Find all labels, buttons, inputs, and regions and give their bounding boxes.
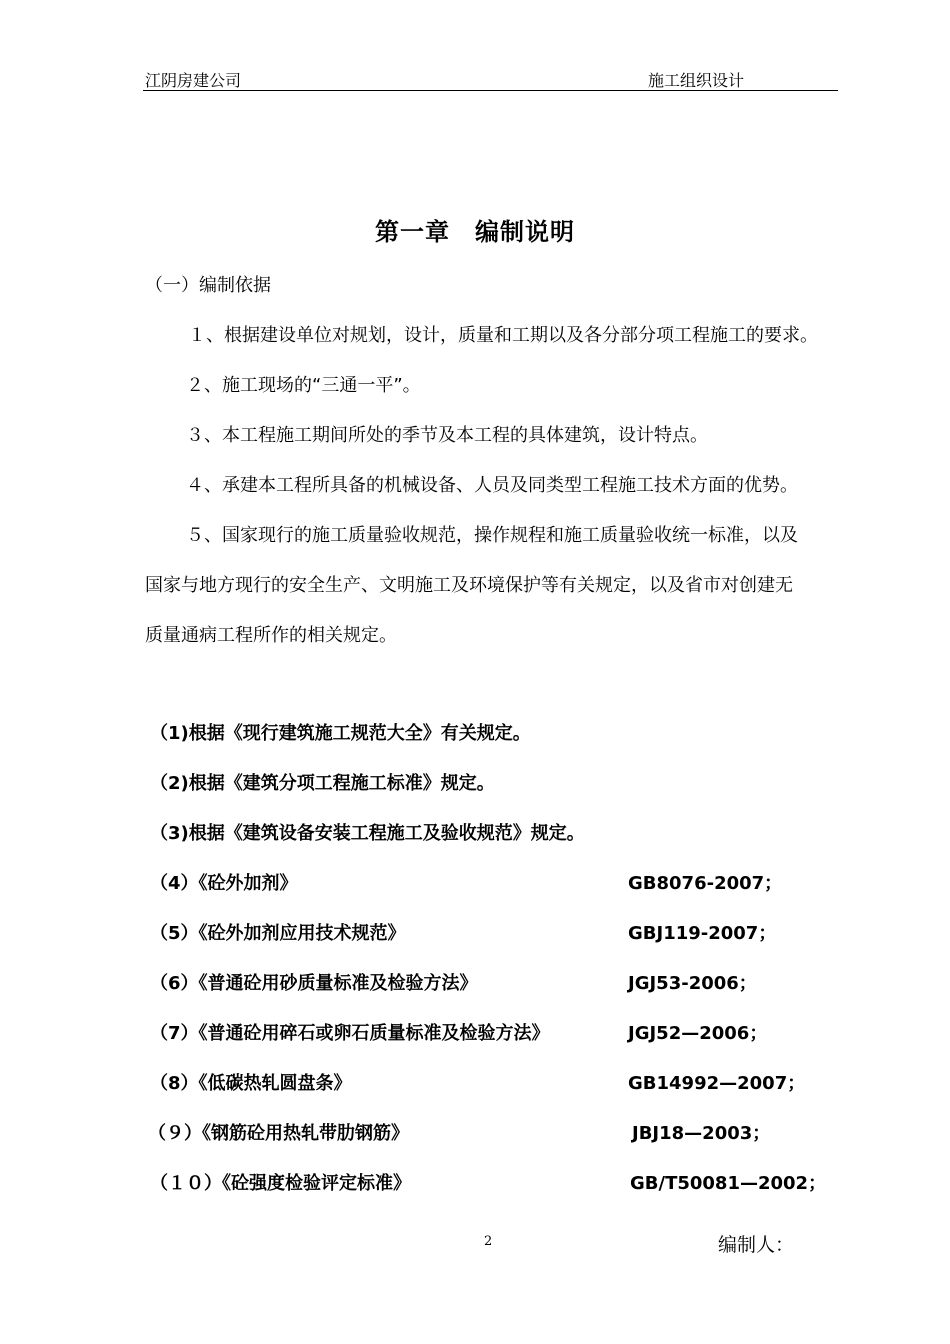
standard-code-8: GB14992—2007； — [628, 1073, 806, 1094]
standard-item-10: （１０）《砼强度检验评定标准》 — [150, 1173, 411, 1194]
standard-code-4: GB8076-2007； — [628, 873, 783, 894]
standard-code-7: JGJ52—2006； — [628, 1023, 768, 1044]
standard-code-5: GBJ119-2007； — [628, 923, 777, 944]
editor-label: 编制人： — [718, 1234, 795, 1256]
header-rule — [143, 90, 838, 91]
standard-item-2: （2)根据《建筑分项工程施工标准》规定。 — [150, 773, 495, 794]
basis-item-5-cont-1: 国家与地方现行的安全生产、文明施工及环境保护等有关规定，以及省市对创建无 — [145, 575, 793, 596]
header-doc-type: 施工组织设计 — [648, 71, 745, 90]
standard-item-6: （6）《普通砼用砂质量标准及检验方法》 — [150, 973, 478, 994]
standard-item-7: （7）《普通砼用碎石或卵石质量标准及检验方法》 — [150, 1023, 550, 1044]
standard-item-4: （4）《砼外加剂》 — [150, 873, 298, 894]
standard-item-3: （3)根据《建筑设备安装工程施工及验收规范》规定。 — [150, 823, 585, 844]
standard-item-9: （９）《钢筋砼用热轧带肋钢筋》 — [148, 1123, 409, 1144]
standard-code-10: GB/T50081—2002； — [630, 1173, 827, 1194]
standard-item-1: （1)根据《现行建筑施工规范大全》有关规定。 — [150, 723, 531, 744]
basis-item-3: ３、本工程施工期间所处的季节及本工程的具体建筑，设计特点。 — [186, 425, 708, 446]
basis-item-5-cont-2: 质量通病工程所作的相关规定。 — [145, 625, 397, 646]
header-company: 江阴房建公司 — [145, 71, 242, 90]
basis-item-1: １、根据建设单位对规划，设计，质量和工期以及各分部分项工程施工的要求。 — [188, 325, 818, 346]
section-heading: （一）编制依据 — [145, 275, 271, 296]
standard-code-6: JGJ53-2006； — [628, 973, 757, 994]
standard-code-9: JBJ18—2003； — [632, 1123, 771, 1144]
basis-item-5: ５、国家现行的施工质量验收规范，操作规程和施工质量验收统一标准，以及 — [186, 525, 798, 546]
chapter-title: 第一章 编制说明 — [375, 218, 575, 246]
standard-item-5: （5）《砼外加剂应用技术规范》 — [150, 923, 406, 944]
standard-item-8: （8）《低碳热轧圆盘条》 — [150, 1073, 352, 1094]
page-number: 2 — [484, 1234, 493, 1249]
basis-item-2: ２、施工现场的“三通一平”。 — [186, 375, 421, 396]
basis-item-4: ４、承建本工程所具备的机械设备、人员及同类型工程施工技术方面的优势。 — [186, 475, 798, 496]
